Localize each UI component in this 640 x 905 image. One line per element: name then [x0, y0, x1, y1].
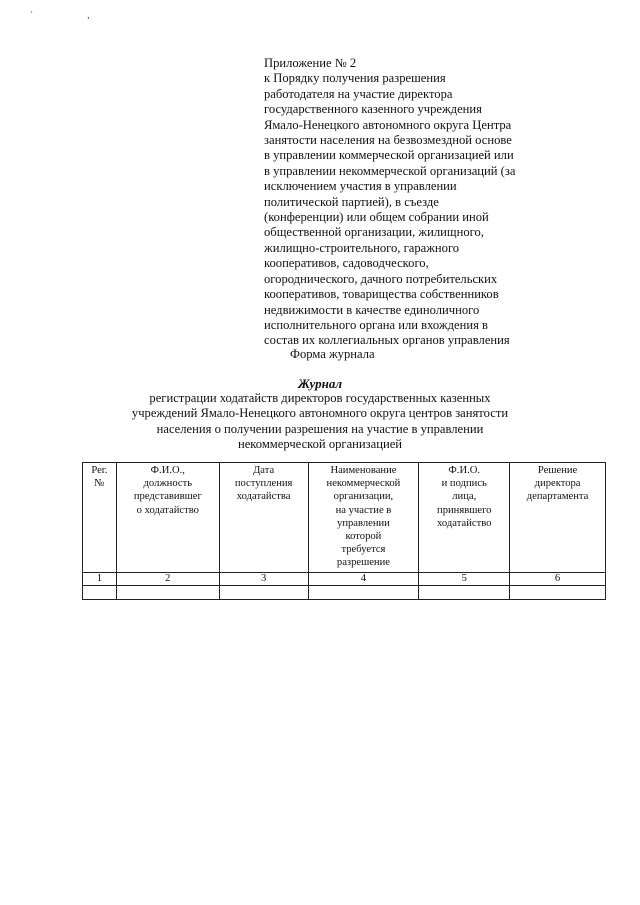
- column-header-date: [219, 463, 308, 573]
- column-number: 5: [419, 573, 510, 586]
- column-number: 6: [510, 573, 606, 586]
- column-number: 1: [83, 573, 117, 586]
- header-line: Рег.: [91, 465, 108, 476]
- column-header-decision: [510, 463, 606, 573]
- header-line: на участие в: [335, 504, 392, 516]
- column-header-receiver: [419, 463, 510, 573]
- appendix-line: кооперативов, товарищества собственников: [264, 287, 499, 302]
- header-line: управлении: [337, 517, 390, 529]
- table-cell: [308, 586, 419, 600]
- journal-subtitle-line: учреждений Ямало-Ненецкого автономного округа центров занятости: [131, 406, 509, 421]
- column-number: 3: [219, 573, 308, 586]
- header-line: разрешение: [336, 557, 390, 569]
- appendix-line: работодателя на участие директора: [264, 86, 453, 101]
- header-line: №: [94, 478, 105, 490]
- header-line: Ф.И.О.: [448, 465, 481, 476]
- header-line: организации,: [333, 491, 394, 503]
- appendix-line: к Порядку получения разрешения: [264, 71, 446, 86]
- table-cell: [510, 586, 606, 600]
- header-line: директора: [534, 478, 581, 490]
- appendix-line: Приложение № 2: [264, 56, 357, 70]
- appendix-line: (конференции) или общем собрании иной: [264, 210, 489, 225]
- journal-table: [82, 462, 606, 600]
- scan-marks: ` ,: [30, 10, 116, 20]
- appendix-line: исполнительного органа или вхождения в: [264, 317, 488, 332]
- journal-subtitle-line: некоммерческой организацией: [237, 437, 403, 452]
- header-line: представившег: [133, 491, 202, 503]
- appendix-line: исключением участия в управлении: [264, 179, 457, 194]
- header-line: которой: [345, 531, 382, 543]
- header-line: Решение: [537, 465, 578, 476]
- column-header-reg-number: [83, 463, 117, 573]
- header-line: Ф.И.О.,: [150, 465, 185, 476]
- appendix-line: в управлении коммерческой организацией или: [264, 148, 514, 163]
- header-line: Дата: [253, 465, 275, 476]
- appendix-line: занятости населения на безвозмездной основе: [264, 133, 512, 148]
- appendix-line: государственного казенного учреждения: [264, 102, 482, 117]
- appendix-line: общественной организации, жилищного,: [264, 225, 484, 240]
- table-row: [83, 586, 606, 600]
- header-line: лица,: [452, 491, 477, 503]
- appendix-line: кооперативов, садоводческого,: [264, 256, 429, 271]
- appendix-line: состав их коллегиальных органов управления: [264, 333, 510, 348]
- header-line: и подпись: [441, 478, 487, 490]
- header-line: требуется: [341, 544, 386, 556]
- column-number: 4: [308, 573, 419, 586]
- form-label: Форма журнала: [290, 347, 375, 361]
- table-cell: [116, 586, 219, 600]
- appendix-line: политической партией), в съезде: [264, 194, 439, 209]
- column-header-applicant: [116, 463, 219, 573]
- journal-subtitle-line: регистрации ходатайств директоров государственных казенных: [149, 391, 491, 405]
- header-line: должность: [143, 478, 193, 490]
- column-header-organization: [308, 463, 419, 573]
- column-number-row: [83, 573, 606, 586]
- appendix-line: в управлении некоммерческой организаций (за: [264, 163, 516, 178]
- appendix-line: Ямало-Ненецкого автономного округа Центра: [264, 117, 512, 132]
- header-line: некоммерческой: [326, 478, 401, 490]
- appendix-line: огороднического, дачного потребительских: [264, 271, 498, 286]
- header-line: ходатайства: [236, 491, 291, 503]
- header-line: поступления: [234, 478, 293, 490]
- table-cell: [83, 586, 117, 600]
- header-line: Наименование: [330, 465, 397, 476]
- appendix-line: жилищно-строительного, гаражного: [264, 240, 460, 255]
- column-number: 2: [116, 573, 219, 586]
- header-line: ходатайство: [437, 517, 492, 529]
- appendix-header: [264, 56, 564, 349]
- table-header-row: [83, 463, 606, 573]
- header-line: принявшего: [437, 504, 492, 516]
- journal-subtitle: [100, 391, 540, 453]
- header-line: о ходатайство: [136, 504, 199, 516]
- journal-title: Журнал: [297, 376, 343, 391]
- table-cell: [219, 586, 308, 600]
- header-line: департамента: [526, 491, 589, 503]
- table-cell: [419, 586, 510, 600]
- appendix-line: недвижимости в качестве единоличного: [264, 302, 480, 317]
- journal-subtitle-line: населения о получении разрешения на участие в управлении: [156, 421, 484, 436]
